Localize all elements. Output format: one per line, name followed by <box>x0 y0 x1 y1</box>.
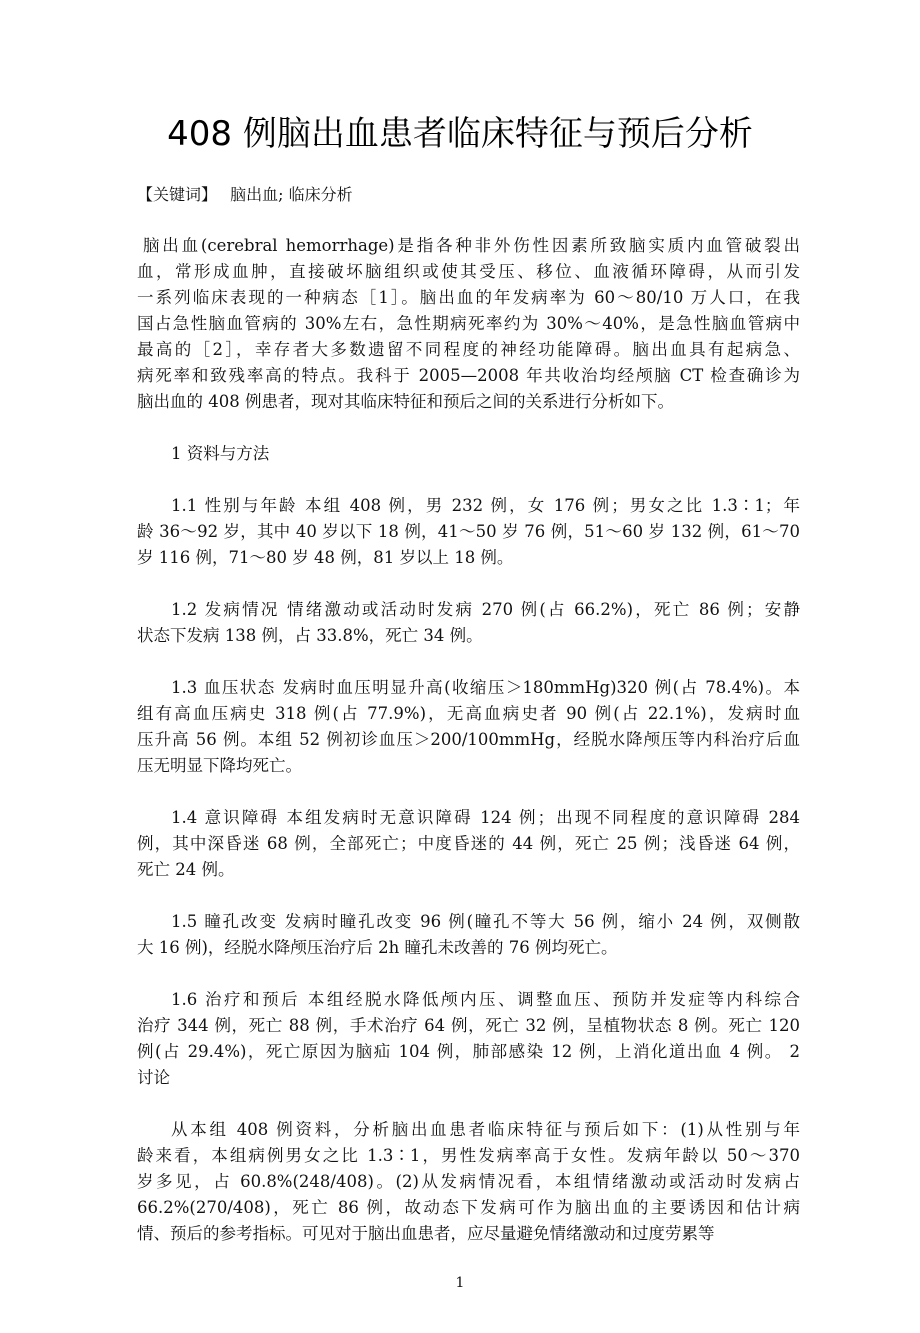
document-title: 408 例脑出血患者临床特征与预后分析 <box>167 114 753 154</box>
text-line: 大 16 例)，经脱水降颅压治疗后 2h 瞳孔未改善的 76 例均死亡。 <box>137 938 618 957</box>
text-line: 岁 116 例，71～80 岁 48 例，81 岁以上 18 例。 <box>137 548 514 567</box>
text-line: 例，其中深昏迷 68 例，全部死亡；中度昏迷的 44 例，死亡 25 例；浅昏迷 64 例， <box>137 834 800 853</box>
keywords-value: 脑出血; 临床分析 <box>230 185 353 204</box>
text-line: 最高的［2］，幸存者大多数遗留不同程度的神经功能障碍。脑出血具有起病急、 <box>137 340 800 359</box>
text-line: 治疗 344 例，死亡 88 例，手术治疗 64 例，死亡 32 例，呈植物状态 8 例。死亡 120 <box>137 1016 800 1035</box>
paragraph <box>137 233 800 415</box>
paragraph <box>137 987 800 1091</box>
text-line: 组有高血压病史 318 例(占 77.9%)，无高血病史者 90 例(占 22.1%)，发病时血 <box>137 704 800 723</box>
page-number: 1 <box>455 1275 465 1291</box>
text-line: 国占急性脑血管病的 30%左右，急性期病死率约为 30%～40%，是急性脑血管病中 <box>137 314 800 333</box>
text-line: 脑出血的 408 例患者，现对其临床特征和预后之间的关系进行分析如下。 <box>137 392 674 411</box>
text-line: 岁多见，占 60.8%(248/408)。(2)从发病情况看，本组情绪激动或活动时发病占 <box>137 1172 800 1191</box>
text-line: 1.3 血压状态 发病时血压明显升高(收缩压＞180mmHg)320 例(占 78.4%)。本 <box>171 678 800 697</box>
text-line: 1.4 意识障碍 本组发病时无意识障碍 124 例；出现不同程度的意识障碍 284 <box>171 808 800 827</box>
paragraph <box>137 493 800 571</box>
text-line: 例(占 29.4%)，死亡原因为脑疝 104 例，肺部感染 12 例，上消化道出血 4 例。 2 <box>137 1042 800 1061</box>
text-line: 脑出血(cerebral hemorrhage)是指各种非外伤性因素所致脑实质内血管破裂出 <box>143 236 800 255</box>
keywords <box>137 183 920 207</box>
text-line: 状态下发病 138 例，占 33.8%，死亡 34 例。 <box>137 626 483 645</box>
section-heading <box>137 441 800 467</box>
text-line: 1 资料与方法 <box>171 444 270 463</box>
text-line: 从本组 408 例资料，分析脑出血患者临床特征与预后如下：(1)从性别与年 <box>171 1120 800 1139</box>
text-line: 压升高 56 例。本组 52 例初诊血压＞200/100mmHg，经脱水降颅压等内科治疗后血 <box>137 730 800 749</box>
text-line: 讨论 <box>137 1068 170 1087</box>
paragraph <box>137 805 800 883</box>
text-line: 情、预后的参考指标。可见对于脑出血患者，应尽量避免情绪激动和过度劳累等 <box>137 1224 715 1243</box>
text-line: 1.6 治疗和预后 本组经脱水降低颅内压、调整血压、预防并发症等内科综合 <box>171 990 800 1009</box>
text-line: 龄来看，本组病例男女之比 1.3∶1，男性发病率高于女性。发病年龄以 50～370 <box>137 1146 800 1165</box>
paragraph <box>137 675 800 779</box>
keywords-label: 【关键词】 <box>137 185 218 204</box>
text-line: 病死率和致残率高的特点。我科于 2005—2008 年共收治均经颅脑 CT 检查确诊为 <box>137 366 800 385</box>
paragraph <box>137 909 800 961</box>
text-line: 1.2 发病情况 情绪激动或活动时发病 270 例(占 66.2%)，死亡 86 例；安静 <box>171 600 800 619</box>
text-line: 1.1 性别与年龄 本组 408 例，男 232 例，女 176 例；男女之比 1.3∶1；年 <box>171 496 800 515</box>
paragraph <box>137 1117 800 1247</box>
text-line: 1.5 瞳孔改变 发病时瞳孔改变 96 例(瞳孔不等大 56 例，缩小 24 例，双侧散 <box>171 912 800 931</box>
paragraph <box>137 597 800 649</box>
text-line: 压无明显下降均死亡。 <box>137 756 302 775</box>
text-line: 龄 36～92 岁，其中 40 岁以下 18 例，41～50 岁 76 例，51～60 岁 132 例，61～70 <box>137 522 800 541</box>
text-line: 一系列临床表现的一种病态［1］。脑出血的年发病率为 60～80/10 万人口，在我 <box>137 288 800 307</box>
text-line: 血，常形成血肿，直接破坏脑组织或使其受压、移位、血液循环障碍，从而引发 <box>137 262 800 281</box>
text-line: 死亡 24 例。 <box>137 860 235 879</box>
document-body <box>137 233 800 1247</box>
text-line: 66.2%(270/408)，死亡 86 例，故动态下发病可作为脑出血的主要诱因和估计病 <box>137 1198 800 1217</box>
